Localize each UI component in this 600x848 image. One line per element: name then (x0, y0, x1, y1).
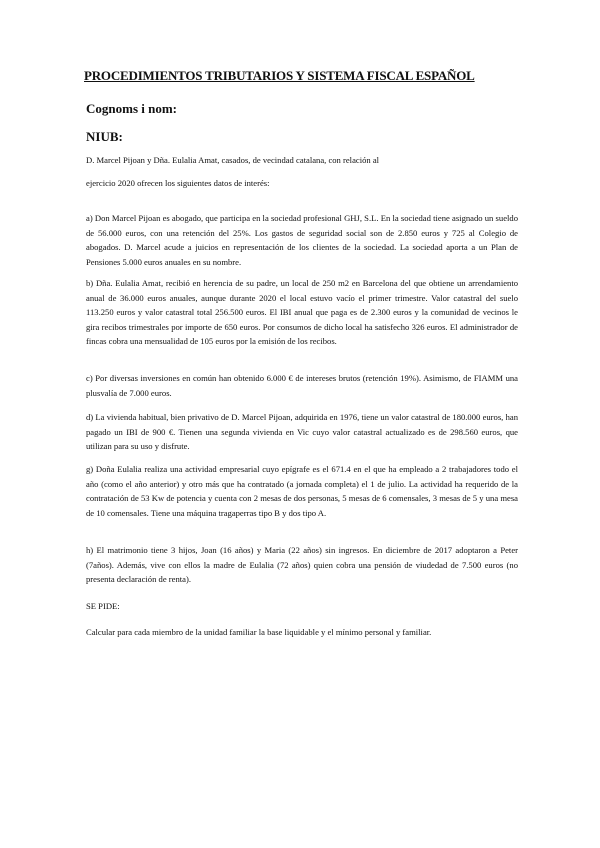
paragraph-g: g) Doña Eulalia realiza una actividad empresarial cuyo epígrafe es el 671.4 en el que ha empleado a 2 trabajadores todo el año (como el año anterior) y otro más que ha contratado (a jornada completa) el 1 de julio. La actividad ha requerido de la contratación de 53 Kw de potencia y cuenta con 2 mesas de dos personas, 5 mesas de 6 comensales, 3 mesas de 5 y una mesa de 10 comensales. Tiene una máquina tragaperras tipo B y dos tipo A. (86, 464, 518, 518)
paragraph-b: b) Dña. Eulalia Amat, recibió en herencia de su padre, un local de 250 m2 en Barcelona del que obtiene un arrendamiento anual de 36.000 euros anuales, aunque durante 2020 el local estuvo vacío el primer trimestre. Valor catastral del suelo 113.250 euros y valor catastral total 256.500 euros. El IBI anual que paga es de 2.300 euros y la comunidad de vecinos le gira recibos trimestrales por importe de 650 euros. Por consumos de dicho local ha satisfecho 326 euros. El administrador de fincas cobra una mensualidad de 105 euros por la emisión de los recibos. (86, 278, 518, 346)
intro-line-1: D. Marcel Pijoan y Dña. Eulalia Amat, casados, de vecindad catalana, con relación al (86, 155, 380, 165)
instruction-text: Calcular para cada miembro de la unidad familiar la base liquidable y el mínimo personal y familiar. (86, 627, 432, 637)
paragraph-h: h) El matrimonio tiene 3 hijos, Joan (16 años) y Maria (22 años) sin ingresos. En diciembre de 2017 adoptaron a Peter (7años). Además, vive con ellos la madre de Eulalia (72 años) quien cobra una pensión de viudedad de 7.500 euros (no presenta declaración de renta). (86, 545, 518, 584)
document-title: PROCEDIMIENTOS TRIBUTARIOS Y SISTEMA FISCAL ESPAÑOL (84, 68, 475, 83)
paragraph-d: d) La vivienda habitual, bien privativo de D. Marcel Pijoan, adquirida en 1976, tiene un valor catastral de 180.000 euros, han pagado un IBI de 900 €. Tienen una segunda vivienda en Vic cuyo valor catastral actualizado es de 298.560 euros, que utilizan para su uso y disfrute. (86, 412, 518, 451)
paragraph-a: a) Don Marcel Pijoan es abogado, que participa en la sociedad profesional GHJ, S.L. En la sociedad tiene asignado un sueldo de 56.000 euros, con una retención del 25%. Los gastos de seguridad social son de 2.850 euros y 725 al Colegio de abogados. D. Marcel acude a juicios en representación de los clientes de la sociedad. La sociedad aporta a un Plan de Pensiones 5.000 euros anuales en su nombre. (86, 213, 518, 267)
intro-line-2: ejercicio 2020 ofrecen los siguientes datos de interés: (86, 178, 270, 188)
name-field-label: Cognoms i nom: (86, 101, 178, 116)
se-pide-heading: SE PIDE: (86, 601, 120, 611)
niub-field-label: NIUB: (86, 129, 123, 144)
paragraph-c: c) Por diversas inversiones en común han obtenido 6.000 € de intereses brutos (retención 19%). Asimismo, de FIAMM una plusvalía de 7.000 euros. (86, 373, 518, 398)
